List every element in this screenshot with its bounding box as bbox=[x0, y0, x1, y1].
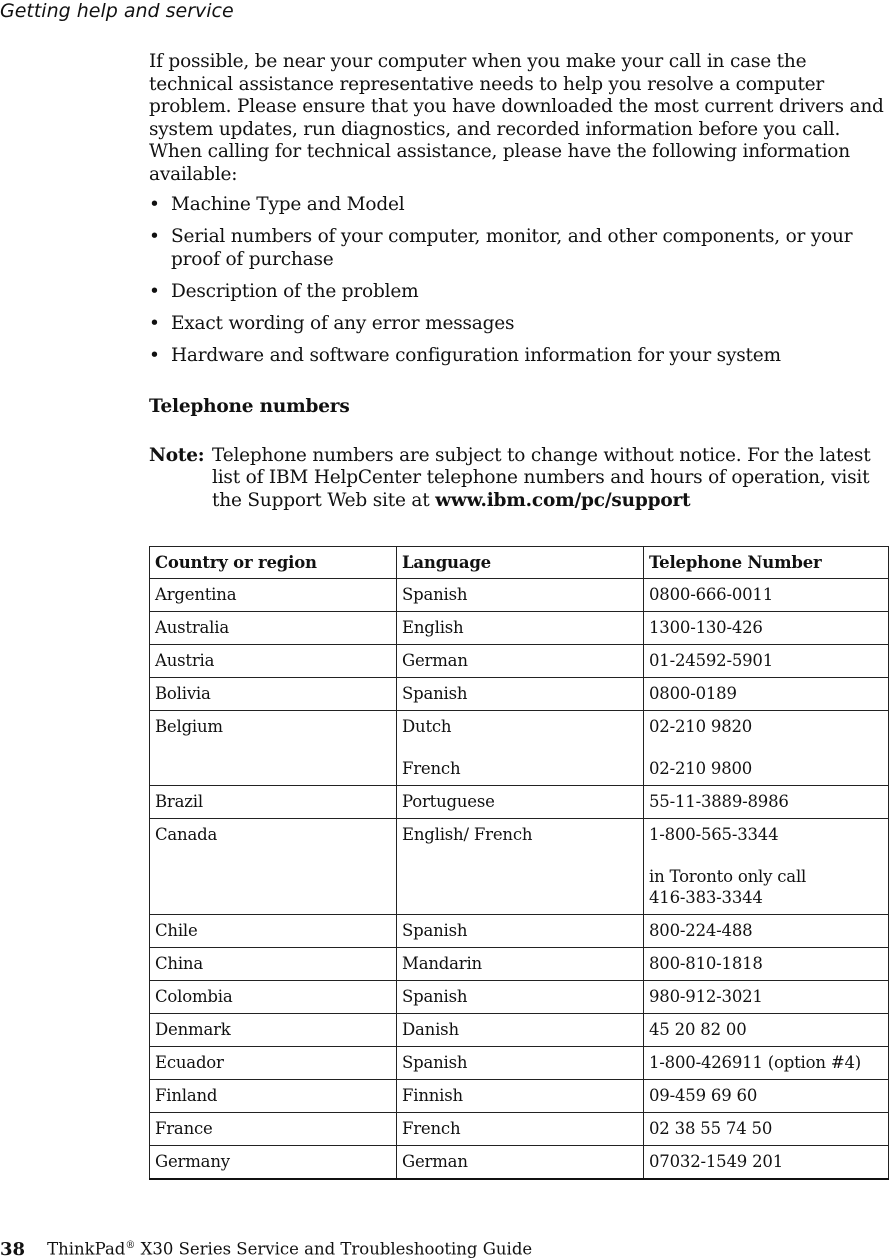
table-row bbox=[150, 819, 889, 915]
phone-cell: 07032-1549 201 bbox=[644, 1146, 889, 1180]
table-row bbox=[150, 786, 889, 819]
footer-title: X30 Series Service and Troubleshooting Guide bbox=[135, 1239, 533, 1259]
table-row bbox=[150, 1080, 889, 1113]
table-row bbox=[150, 1047, 889, 1080]
header-phone: Telephone Number bbox=[644, 547, 889, 579]
bullet-icon: • bbox=[149, 280, 160, 302]
language-cell: German bbox=[397, 1146, 644, 1180]
table-row bbox=[150, 1113, 889, 1146]
phone-cell: 800-810-1818 bbox=[644, 948, 889, 981]
phone-cell bbox=[644, 711, 889, 786]
phone-cell: 45 20 82 00 bbox=[644, 1014, 889, 1047]
phone-cell: 1-800-426911 (option #4) bbox=[644, 1047, 889, 1080]
note-label: Note: bbox=[149, 444, 205, 466]
phone-cell: 09-459 69 60 bbox=[644, 1080, 889, 1113]
section-heading: Telephone numbers bbox=[149, 396, 350, 417]
list-item bbox=[149, 345, 885, 368]
country-cell: Denmark bbox=[150, 1014, 397, 1047]
language-cell: Danish bbox=[397, 1014, 644, 1047]
bullet-icon: • bbox=[149, 226, 160, 247]
phone-note: in Toronto only call bbox=[649, 867, 807, 886]
phone-secondary: 416-383-3344 bbox=[649, 888, 763, 907]
table-row bbox=[150, 711, 889, 786]
support-url-link[interactable]: www.ibm.com/pc/support bbox=[435, 489, 691, 511]
list-item bbox=[149, 281, 885, 304]
phone-cell: 01-24592-5901 bbox=[644, 645, 889, 678]
language-cell: Portuguese bbox=[397, 786, 644, 819]
footer-brand: ThinkPad bbox=[47, 1239, 126, 1259]
list-item-text: Exact wording of any error messages bbox=[171, 312, 515, 334]
phone-cell: 0800-666-0011 bbox=[644, 579, 889, 612]
page-number: 38 bbox=[0, 1238, 26, 1260]
phone-cell: 1300-130-426 bbox=[644, 612, 889, 645]
intro-paragraph: If possible, be near your computer when you make your call in case the technical assistance representative needs to help you resolve a computer problem. Please ensure that you have downloaded the most current drivers and system updates, run diagnostics, and recorded information before you call. When calling for technical assistance, please have the following information available: bbox=[149, 51, 884, 185]
list-item bbox=[149, 226, 885, 271]
country-cell: Ecuador bbox=[150, 1047, 397, 1080]
language-cell: Spanish bbox=[397, 915, 644, 948]
table-row bbox=[150, 678, 889, 711]
country-cell: Colombia bbox=[150, 981, 397, 1014]
phone-cell bbox=[644, 819, 889, 915]
country-cell: Chile bbox=[150, 915, 397, 948]
phone-primary: 02-210 9820 bbox=[649, 717, 753, 736]
list-item-text: Description of the problem bbox=[171, 280, 419, 302]
phone-cell: 55-11-3889-8986 bbox=[644, 786, 889, 819]
phone-cell: 980-912-3021 bbox=[644, 981, 889, 1014]
table-row bbox=[150, 915, 889, 948]
table-row bbox=[150, 579, 889, 612]
list-item-text: Hardware and software configuration information for your system bbox=[171, 344, 781, 366]
table-row bbox=[150, 981, 889, 1014]
phone-cell: 0800-0189 bbox=[644, 678, 889, 711]
bullet-icon: • bbox=[149, 312, 160, 334]
country-cell: Finland bbox=[150, 1080, 397, 1113]
bullet-icon: • bbox=[149, 194, 160, 215]
language-cell: Finnish bbox=[397, 1080, 644, 1113]
country-cell: Bolivia bbox=[150, 678, 397, 711]
table-header-row bbox=[150, 547, 889, 579]
phone-primary: 1-800-565-3344 bbox=[649, 825, 779, 844]
table-row bbox=[150, 645, 889, 678]
table-row bbox=[150, 1146, 889, 1180]
language-cell: German bbox=[397, 645, 644, 678]
table-row bbox=[150, 948, 889, 981]
main-content bbox=[149, 51, 885, 512]
note-text: Telephone numbers are subject to change without notice. For the latest list of IBM HelpCenter telephone numbers and hours of operation, visit the Support Web site at bbox=[212, 444, 871, 511]
phone-cell: 02 38 55 74 50 bbox=[644, 1113, 889, 1146]
country-cell: Canada bbox=[150, 819, 397, 915]
language-cell: English bbox=[397, 612, 644, 645]
country-cell: Germany bbox=[150, 1146, 397, 1180]
country-cell: Belgium bbox=[150, 711, 397, 786]
country-cell: Brazil bbox=[150, 786, 397, 819]
phone-cell: 800-224-488 bbox=[644, 915, 889, 948]
language-cell: Spanish bbox=[397, 1047, 644, 1080]
language-cell: Spanish bbox=[397, 579, 644, 612]
list-item-text: Serial numbers of your computer, monitor, and other components, or your proof of purchase bbox=[171, 226, 853, 270]
language-cell: French bbox=[397, 1113, 644, 1146]
country-cell: Australia bbox=[150, 612, 397, 645]
list-item bbox=[149, 313, 885, 336]
language-cell: Spanish bbox=[397, 678, 644, 711]
language-primary: Dutch bbox=[402, 717, 452, 736]
header-language: Language bbox=[397, 547, 644, 579]
table-row bbox=[150, 612, 889, 645]
info-checklist bbox=[149, 194, 885, 367]
language-cell: Spanish bbox=[397, 981, 644, 1014]
telephone-table bbox=[149, 546, 889, 1180]
country-cell: Argentina bbox=[150, 579, 397, 612]
country-cell: France bbox=[150, 1113, 397, 1146]
list-item-text: Machine Type and Model bbox=[171, 194, 405, 215]
trademark-symbol: ® bbox=[125, 1240, 136, 1251]
table-row bbox=[150, 1014, 889, 1047]
header-country: Country or region bbox=[150, 547, 397, 579]
bullet-icon: • bbox=[149, 344, 160, 366]
language-cell: English/ French bbox=[397, 819, 644, 915]
phone-secondary: 02-210 9800 bbox=[649, 759, 753, 778]
page-footer bbox=[0, 1236, 532, 1260]
country-cell: Austria bbox=[150, 645, 397, 678]
language-secondary: French bbox=[402, 759, 461, 778]
country-cell: China bbox=[150, 948, 397, 981]
note-block bbox=[149, 445, 885, 513]
list-item bbox=[149, 194, 885, 217]
language-cell bbox=[397, 711, 644, 786]
language-cell: Mandarin bbox=[397, 948, 644, 981]
running-head: Getting help and service bbox=[0, 0, 234, 22]
